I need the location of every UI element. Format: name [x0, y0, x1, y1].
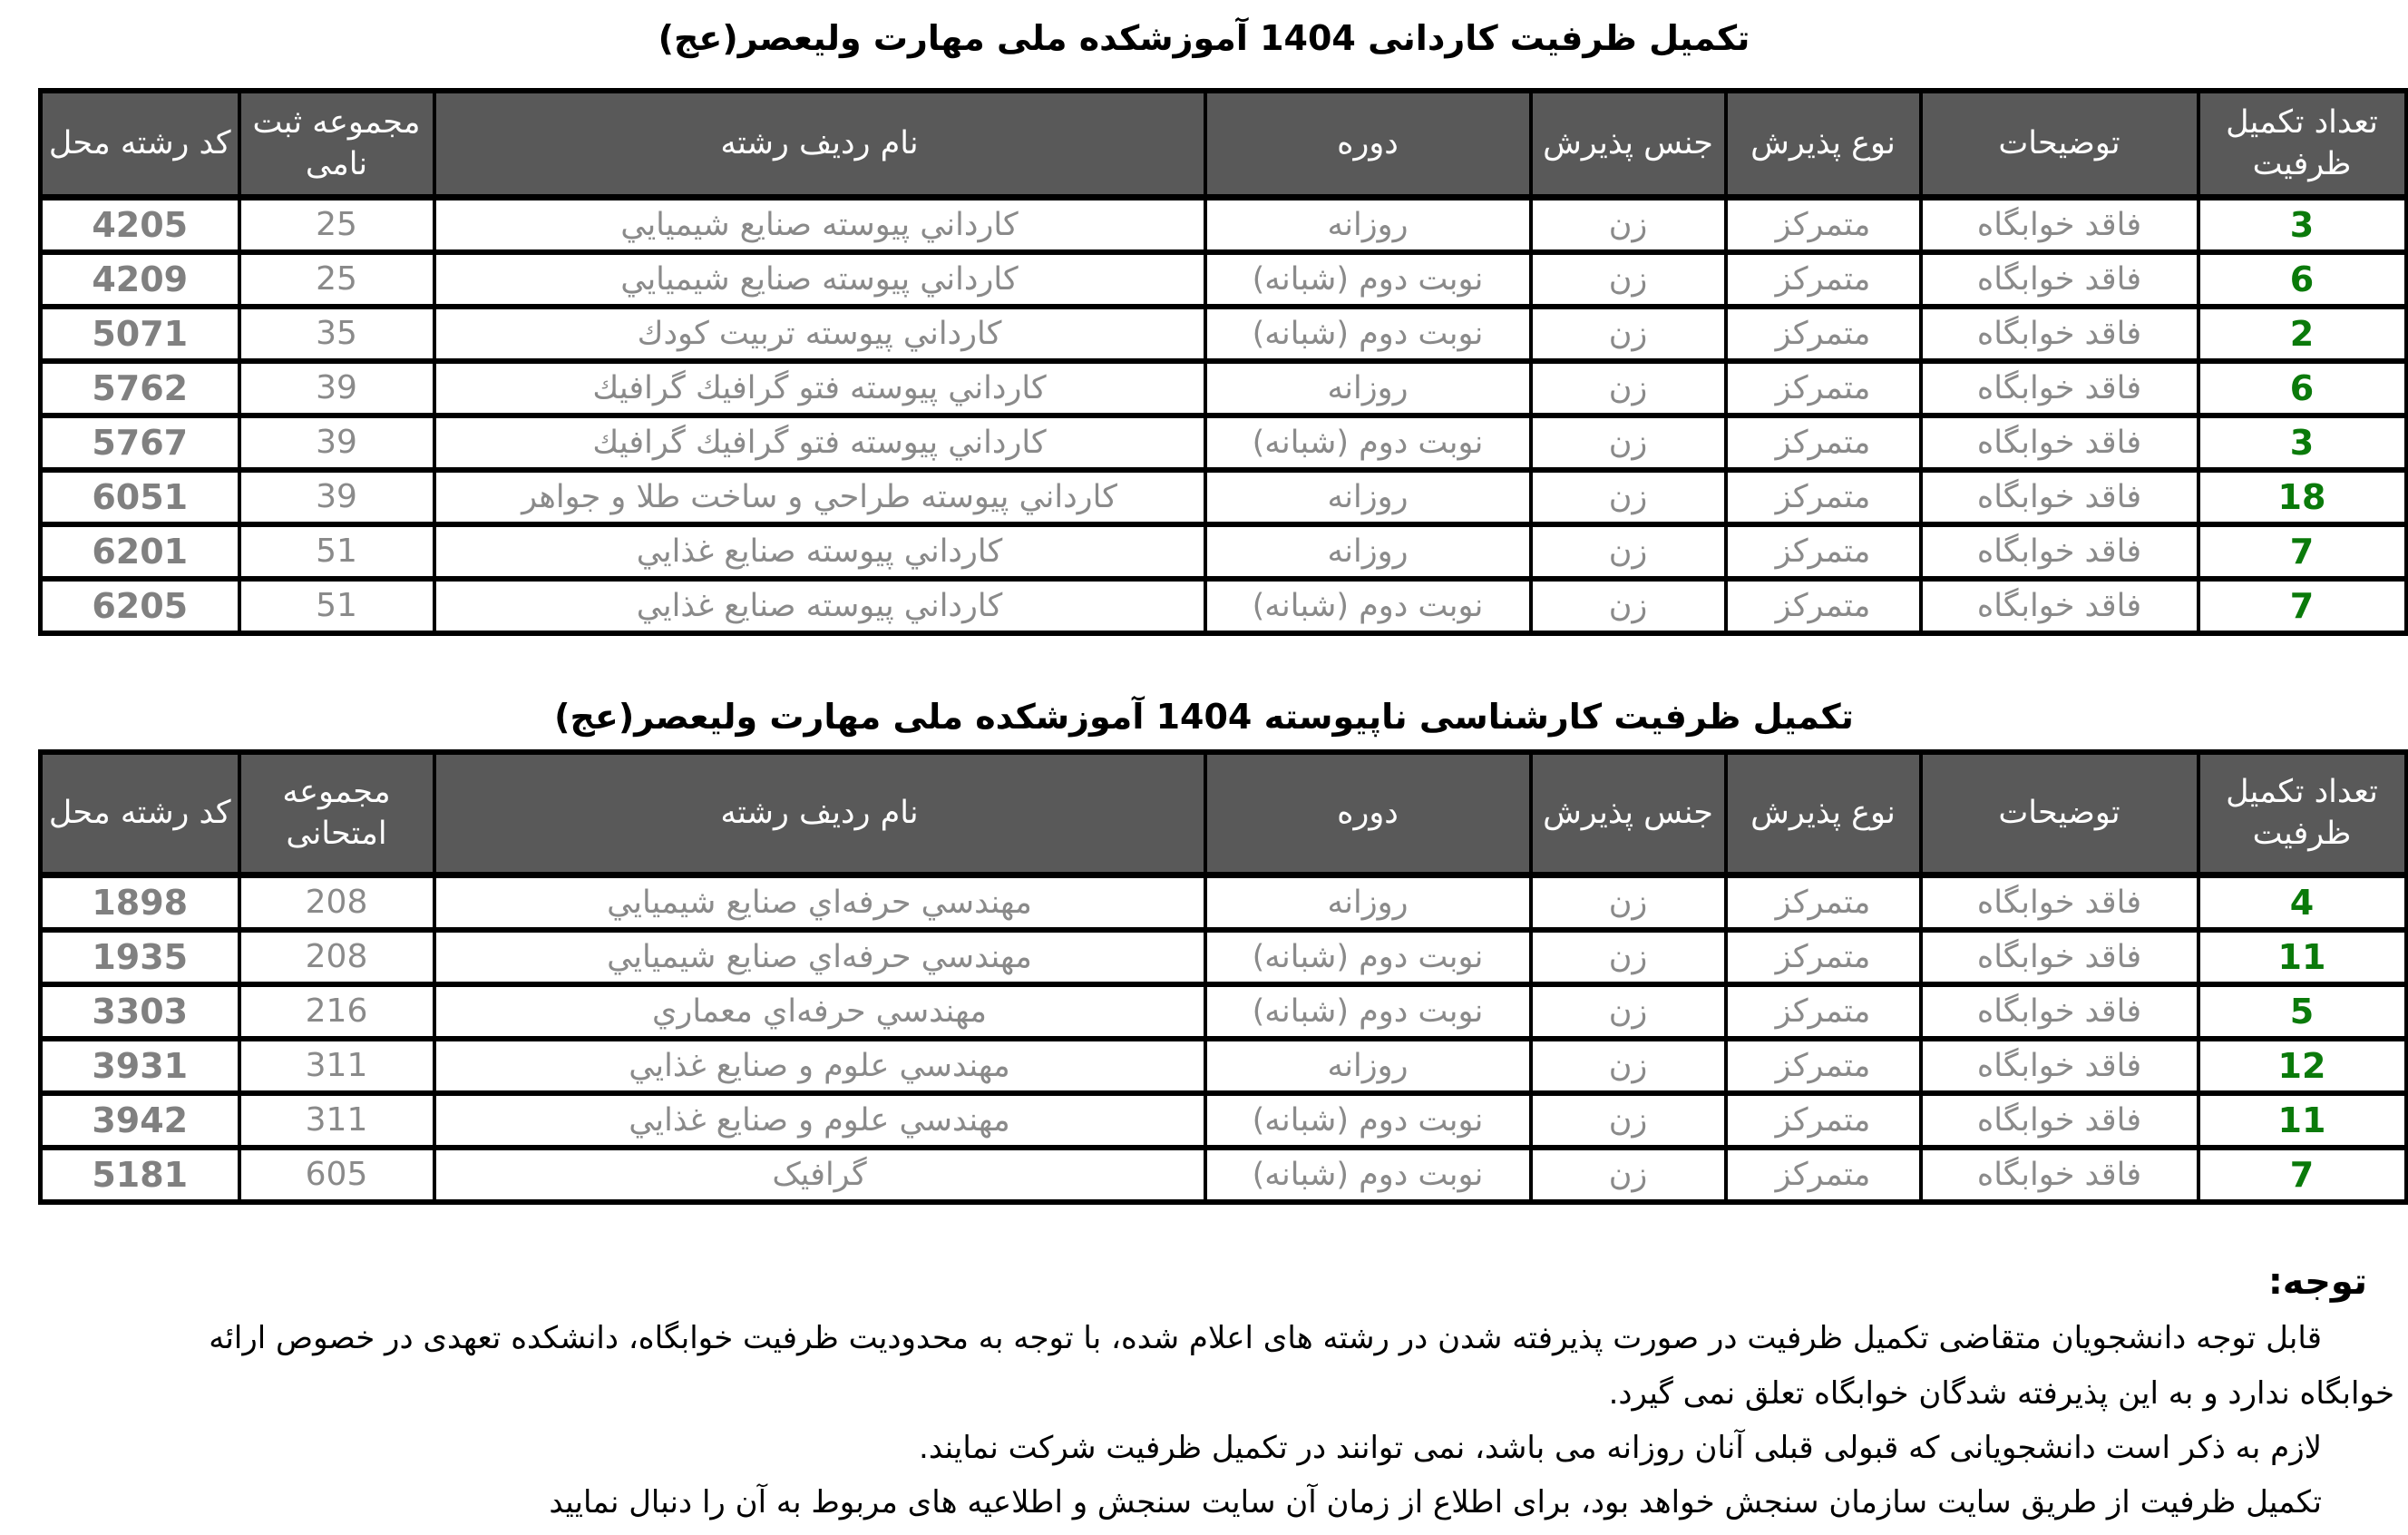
- gender-cell: زن: [1531, 984, 1726, 1039]
- admission-type-cell: متمرکز: [1726, 875, 1921, 930]
- field-name-cell: كارداني پيوسته صنايع غذايي: [434, 579, 1205, 633]
- field-name-cell: مهندسي حرفه‌اي صنايع شيميايي: [434, 875, 1205, 930]
- period-cell: نوبت دوم (شبانه): [1205, 579, 1531, 633]
- table-row: [41, 1093, 2406, 1148]
- admission-type-cell: متمرکز: [1726, 984, 1921, 1039]
- description-cell: فاقد خوابگاه: [1921, 252, 2198, 307]
- capacity-cell: 7: [2198, 524, 2406, 579]
- field-name-cell: گرافيک: [434, 1148, 1205, 1202]
- admission-type-cell: متمرکز: [1726, 416, 1921, 470]
- description-cell: فاقد خوابگاه: [1921, 470, 2198, 524]
- table-row: [41, 875, 2406, 930]
- table-row: [41, 579, 2406, 633]
- group-cell: 39: [239, 470, 434, 524]
- code-cell: 4209: [41, 252, 239, 307]
- table-row: [41, 1039, 2406, 1093]
- group-cell: 311: [239, 1093, 434, 1148]
- group-cell: 311: [239, 1039, 434, 1093]
- code-cell: 3942: [41, 1093, 239, 1148]
- note-line: لازم به ذکر است دانشجویانی که قبولی قبلی آنان روزانه می باشد، نمی توانند در تکمیل ظرفیت شرکت نمایند.: [919, 1430, 2322, 1466]
- header-period: دوره: [1205, 752, 1531, 875]
- group-cell: 208: [239, 930, 434, 984]
- description-cell: فاقد خوابگاه: [1921, 361, 2198, 416]
- capacity-cell: 7: [2198, 579, 2406, 633]
- code-cell: 1935: [41, 930, 239, 984]
- table-2-title: تکمیل ظرفیت کارشناسی ناپیوسته 1404 آموزشکده ملی مهارت ولیعصر(عج): [554, 697, 1854, 737]
- table-body: [41, 197, 2406, 633]
- note-line: تکمیل ظرفیت از طریق سایت سازمان سنجش خواهد بود، برای اطلاع از زمان آن سایت سنجش و اطلاعیه های مربوط به آن را دنبال نمایید: [549, 1484, 2322, 1520]
- description-cell: فاقد خوابگاه: [1921, 1039, 2198, 1093]
- header-capacity: تعداد تکمیل ظرفیت: [2198, 91, 2406, 197]
- admission-type-cell: متمرکز: [1726, 579, 1921, 633]
- capacity-cell: 18: [2198, 470, 2406, 524]
- period-cell: روزانه: [1205, 1039, 1531, 1093]
- gender-cell: زن: [1531, 875, 1726, 930]
- note-line: خوابگاه ندارد و به این پذیرفته شدگان خوابگاه تعلق نمی گیرد.: [1608, 1375, 2394, 1412]
- header-field-name: نام ردیف رشته: [434, 752, 1205, 875]
- table-header-row: [41, 752, 2406, 875]
- field-name-cell: كارداني پيوسته فتو گرافيك گرافيك: [434, 361, 1205, 416]
- header-admission-type: نوع پذیرش: [1726, 752, 1921, 875]
- admission-type-cell: متمرکز: [1726, 470, 1921, 524]
- table-row: [41, 361, 2406, 416]
- table-body: [41, 875, 2406, 1202]
- code-cell: 3931: [41, 1039, 239, 1093]
- field-name-cell: كارداني پيوسته فتو گرافيك گرافيك: [434, 416, 1205, 470]
- header-field-name: نام ردیف رشته: [434, 91, 1205, 197]
- field-name-cell: كارداني پيوسته صنايع غذايي: [434, 524, 1205, 579]
- capacity-cell: 7: [2198, 1148, 2406, 1202]
- description-cell: فاقد خوابگاه: [1921, 1148, 2198, 1202]
- group-cell: 51: [239, 579, 434, 633]
- admission-type-cell: متمرکز: [1726, 1148, 1921, 1202]
- gender-cell: زن: [1531, 307, 1726, 361]
- gender-cell: زن: [1531, 361, 1726, 416]
- bachelor-capacity-table: [38, 749, 2408, 1205]
- period-cell: نوبت دوم (شبانه): [1205, 307, 1531, 361]
- period-cell: روزانه: [1205, 470, 1531, 524]
- code-cell: 1898: [41, 875, 239, 930]
- admission-type-cell: متمرکز: [1726, 524, 1921, 579]
- header-group: مجموعه ثبت نامی: [239, 91, 434, 197]
- header-group: مجموعه امتحانی: [239, 752, 434, 875]
- field-name-cell: كارداني پيوسته تربيت كودك: [434, 307, 1205, 361]
- code-cell: 5762: [41, 361, 239, 416]
- capacity-cell: 2: [2198, 307, 2406, 361]
- group-cell: 208: [239, 875, 434, 930]
- period-cell: روزانه: [1205, 361, 1531, 416]
- period-cell: نوبت دوم (شبانه): [1205, 930, 1531, 984]
- field-name-cell: مهندسي حرفه‌اي معماري: [434, 984, 1205, 1039]
- gender-cell: زن: [1531, 197, 1726, 252]
- period-cell: نوبت دوم (شبانه): [1205, 1148, 1531, 1202]
- admission-type-cell: متمرکز: [1726, 930, 1921, 984]
- table-1-title: تکمیل ظرفیت کاردانی 1404 آموزشکده ملی مهارت ولیعصر(عج): [658, 18, 1750, 58]
- description-cell: فاقد خوابگاه: [1921, 524, 2198, 579]
- gender-cell: زن: [1531, 1039, 1726, 1093]
- period-cell: روزانه: [1205, 875, 1531, 930]
- capacity-cell: 6: [2198, 252, 2406, 307]
- admission-type-cell: متمرکز: [1726, 1039, 1921, 1093]
- admission-type-cell: متمرکز: [1726, 252, 1921, 307]
- period-cell: نوبت دوم (شبانه): [1205, 984, 1531, 1039]
- group-cell: 605: [239, 1148, 434, 1202]
- gender-cell: زن: [1531, 416, 1726, 470]
- group-cell: 25: [239, 197, 434, 252]
- code-cell: 3303: [41, 984, 239, 1039]
- header-code: کد رشته محل: [41, 752, 239, 875]
- capacity-cell: 11: [2198, 930, 2406, 984]
- field-name-cell: كارداني پيوسته طراحي و ساخت طلا و جواهر: [434, 470, 1205, 524]
- capacity-cell: 3: [2198, 416, 2406, 470]
- field-name-cell: كارداني پيوسته صنايع شيميايي: [434, 197, 1205, 252]
- description-cell: فاقد خوابگاه: [1921, 416, 2198, 470]
- description-cell: فاقد خوابگاه: [1921, 984, 2198, 1039]
- capacity-cell: 3: [2198, 197, 2406, 252]
- description-cell: فاقد خوابگاه: [1921, 930, 2198, 984]
- gender-cell: زن: [1531, 579, 1726, 633]
- table-row: [41, 930, 2406, 984]
- gender-cell: زن: [1531, 1093, 1726, 1148]
- header-description: توضیحات: [1921, 91, 2198, 197]
- field-name-cell: مهندسي حرفه‌اي صنايع شيميايي: [434, 930, 1205, 984]
- description-cell: فاقد خوابگاه: [1921, 307, 2198, 361]
- header-description: توضیحات: [1921, 752, 2198, 875]
- capacity-cell: 6: [2198, 361, 2406, 416]
- header-code: کد رشته محل: [41, 91, 239, 197]
- capacity-cell: 5: [2198, 984, 2406, 1039]
- table-row: [41, 470, 2406, 524]
- note-line: قابل توجه دانشجویان متقاضی تکمیل ظرفیت در صورت پذیرفته شدن در رشته های اعلام شده، با توجه به محدودیت ظرفیت خوابگاه، دانشکده تعهدی در خصوص ارائه: [209, 1320, 2322, 1356]
- code-cell: 6205: [41, 579, 239, 633]
- group-cell: 39: [239, 416, 434, 470]
- gender-cell: زن: [1531, 252, 1726, 307]
- header-capacity: تعداد تکمیل ظرفیت: [2198, 752, 2406, 875]
- gender-cell: زن: [1531, 524, 1726, 579]
- description-cell: فاقد خوابگاه: [1921, 1093, 2198, 1148]
- gender-cell: زن: [1531, 1148, 1726, 1202]
- code-cell: 5767: [41, 416, 239, 470]
- table-row: [41, 984, 2406, 1039]
- table-row: [41, 197, 2406, 252]
- capacity-cell: 4: [2198, 875, 2406, 930]
- field-name-cell: مهندسي علوم و صنايع غذايي: [434, 1039, 1205, 1093]
- description-cell: فاقد خوابگاه: [1921, 579, 2198, 633]
- field-name-cell: كارداني پيوسته صنايع شيميايي: [434, 252, 1205, 307]
- period-cell: روزانه: [1205, 197, 1531, 252]
- capacity-cell: 12: [2198, 1039, 2406, 1093]
- admission-type-cell: متمرکز: [1726, 197, 1921, 252]
- description-cell: فاقد خوابگاه: [1921, 875, 2198, 930]
- code-cell: 5071: [41, 307, 239, 361]
- code-cell: 5181: [41, 1148, 239, 1202]
- code-cell: 6201: [41, 524, 239, 579]
- group-cell: 35: [239, 307, 434, 361]
- gender-cell: زن: [1531, 930, 1726, 984]
- table-row: [41, 252, 2406, 307]
- table-row: [41, 416, 2406, 470]
- period-cell: نوبت دوم (شبانه): [1205, 1093, 1531, 1148]
- notes-title: توجه:: [2267, 1261, 2367, 1303]
- period-cell: نوبت دوم (شبانه): [1205, 416, 1531, 470]
- description-cell: فاقد خوابگاه: [1921, 197, 2198, 252]
- associate-capacity-table: [38, 88, 2408, 636]
- group-cell: 39: [239, 361, 434, 416]
- capacity-cell: 11: [2198, 1093, 2406, 1148]
- header-period: دوره: [1205, 91, 1531, 197]
- table-row: [41, 307, 2406, 361]
- code-cell: 6051: [41, 470, 239, 524]
- header-admission-type: نوع پذیرش: [1726, 91, 1921, 197]
- period-cell: نوبت دوم (شبانه): [1205, 252, 1531, 307]
- table-row: [41, 524, 2406, 579]
- admission-type-cell: متمرکز: [1726, 361, 1921, 416]
- table-row: [41, 1148, 2406, 1202]
- gender-cell: زن: [1531, 470, 1726, 524]
- group-cell: 216: [239, 984, 434, 1039]
- code-cell: 4205: [41, 197, 239, 252]
- admission-type-cell: متمرکز: [1726, 307, 1921, 361]
- table-header-row: [41, 91, 2406, 197]
- header-gender: جنس پذیرش: [1531, 752, 1726, 875]
- group-cell: 51: [239, 524, 434, 579]
- group-cell: 25: [239, 252, 434, 307]
- field-name-cell: مهندسي علوم و صنايع غذايي: [434, 1093, 1205, 1148]
- header-gender: جنس پذیرش: [1531, 91, 1726, 197]
- period-cell: روزانه: [1205, 524, 1531, 579]
- admission-type-cell: متمرکز: [1726, 1093, 1921, 1148]
